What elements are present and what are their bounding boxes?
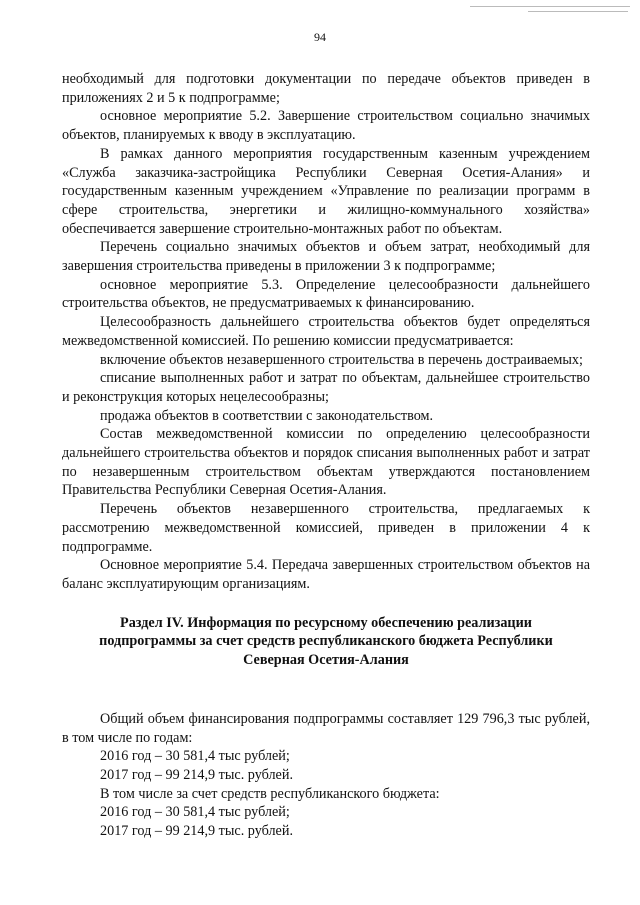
funding-year-2016: 2016 год – 30 581,4 тыс рублей;: [100, 748, 290, 765]
funding-intro: Общий объем финансирования подпрограммы составляет 129 796,3 тыс рублей, в том числе по годам:: [62, 710, 590, 746]
republican-funding-2016: 2016 год – 30 581,4 тыс рублей;: [100, 804, 290, 821]
section-heading: [62, 614, 590, 670]
scan-edge-line: [470, 6, 630, 7]
paragraph: списание выполненных работ и затрат по объектам, дальнейшее строительство и реконструкция которых нецелесообразны;: [62, 370, 590, 405]
section-heading-line: подпрограммы за счет средств республиканского бюджета Республики: [99, 633, 553, 650]
section-heading-line: Раздел IV. Информация по ресурсному обеспечению реализации: [120, 614, 532, 631]
republican-funding-2017: 2017 год – 99 214,9 тыс. рублей.: [100, 823, 293, 840]
paragraph: Целесообразность дальнейшего строительства объектов будет определяться межведомственной комиссией. По решению комиссии предусматривается:: [62, 314, 590, 349]
section-heading-line: Северная Осетия-Алания: [243, 652, 409, 669]
paragraph: Основное мероприятие 5.4. Передача завершенных строительством объектов на баланс эксплуатирующим организациям.: [62, 557, 590, 592]
republican-funding-intro: В том числе за счет средств республиканского бюджета:: [100, 785, 440, 802]
paragraph: Состав межведомственной комиссии по определению целесообразности дальнейшего строительства объектов и порядок списания выполненных работ и затрат по незавершенным строительством объектам утверждаются постановлением Правительства Республики Северная Осетия-Алания.: [62, 426, 590, 499]
page-number: 94: [314, 30, 326, 44]
document-body: [62, 70, 590, 841]
paragraph: В рамках данного мероприятия государственным казенным учреждением «Служба заказчика-застройщика Республики Северная Осетия-Алания» и государственным казенным учреждением «Управление по реализации программ в сфере строительства, энергетики и жилищно-коммунального хозяйства» обеспечивается завершение строительно-монтажных работ по объектам.: [62, 145, 590, 237]
paragraph: включение объектов незавершенного строительства в перечень достраиваемых;: [100, 351, 583, 368]
paragraph: Перечень социально значимых объектов и объем затрат, необходимый для завершения строительства приведены в приложении 3 к подпрограмме;: [62, 239, 590, 275]
paragraph: Перечень объектов незавершенного строительства, предлагаемых к рассмотрению межведомственной комиссией, приведен в приложении 4 к подпрограмме.: [62, 501, 590, 555]
paragraph: основное мероприятие 5.3. Определение целесообразности дальнейшего строительства объектов, не предусматриваемых к финансированию.: [62, 276, 590, 312]
funding-year-2017: 2017 год – 99 214,9 тыс. рублей.: [100, 766, 293, 783]
scan-edge-line: [528, 11, 628, 12]
paragraph: необходимый для подготовки документации по передаче объектов приведен в приложениях 2 и 5 к подпрограмме;: [62, 71, 590, 106]
spacer: [62, 670, 590, 710]
paragraph: основное мероприятие 5.2. Завершение строительством социально значимых объектов, планируемых к вводу в эксплуатацию.: [62, 108, 590, 144]
paragraph: продажа объектов в соответствии с законодательством.: [100, 407, 434, 424]
